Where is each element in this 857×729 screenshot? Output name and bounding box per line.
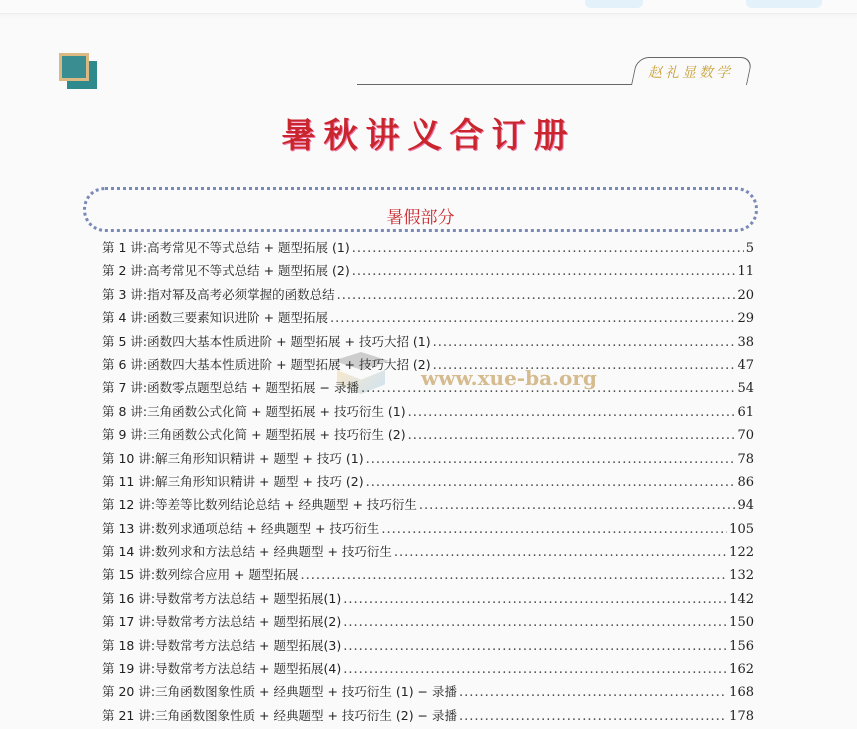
- toc-entry-title: 第 10 讲:解三角形知识精讲 + 题型 + 技巧 (1): [102, 450, 364, 466]
- toc-entry-title: 第 11 讲:解三角形知识精讲 + 题型 + 技巧 (2): [102, 473, 364, 489]
- watermark-text: www.xue-ba.org: [421, 366, 597, 390]
- toc-entry-title: 第 17 讲:导数常考方法总结 + 题型拓展(2): [102, 614, 342, 630]
- toc-entry[interactable]: [102, 449, 754, 472]
- toc-entry-title: 第 15 讲:数列综合应用 + 题型拓展: [102, 567, 299, 583]
- section-label: 暑假部分: [386, 208, 455, 228]
- page-title: 暑秋讲义合订册: [281, 116, 576, 156]
- toc-leader-dots: [408, 428, 736, 443]
- toolbar-button[interactable]: [746, 0, 822, 8]
- toc-leader-dots: [343, 639, 727, 654]
- logo-icon: [59, 53, 97, 89]
- toc-entry-title: 第 1 讲:高考常见不等式总结 + 题型拓展 (1): [102, 240, 350, 255]
- toc-entry-title: 第 18 讲:导数常考方法总结 + 题型拓展(3): [102, 637, 342, 653]
- toc-entry-title: 第 20 讲:三角函数图象性质 + 经典题型 + 技巧衍生 (1) − 录播: [102, 684, 458, 700]
- toc-leader-dots: [419, 498, 736, 513]
- toc-entry-page: 156: [729, 638, 754, 654]
- toc-entry-page: 47: [737, 357, 754, 373]
- toc-entry[interactable]: [102, 706, 754, 729]
- toc-entry-title: 第 13 讲:数列求通项总结 + 经典题型 + 技巧衍生: [102, 520, 380, 536]
- toc-entry-page: 122: [729, 545, 754, 561]
- toc-leader-dots: [381, 522, 727, 537]
- toc-leader-dots: [337, 288, 736, 303]
- toc-entry[interactable]: [102, 495, 754, 518]
- toc-entry-title: 第 19 讲:导数常考方法总结 + 题型拓展(4): [102, 661, 342, 677]
- toc-entry-page: 78: [737, 451, 754, 467]
- toc-leader-dots: [366, 475, 736, 490]
- toc-leader-dots: [352, 264, 736, 279]
- toc-entry-page: 150: [729, 615, 754, 631]
- toc-entry-title: 第 14 讲:数列求和方法总结 + 经典题型 + 技巧衍生: [102, 544, 392, 560]
- toc-entry[interactable]: [102, 285, 754, 308]
- toc-entry[interactable]: [102, 636, 754, 659]
- toc-entry[interactable]: [102, 261, 754, 284]
- toc-entry-page: 162: [729, 662, 754, 678]
- toc-entry[interactable]: [102, 332, 754, 355]
- toc-entry-page: 38: [737, 334, 754, 350]
- toc-entry-page: 142: [729, 591, 754, 607]
- toc-entry-page: 29: [737, 311, 754, 327]
- toc-leader-dots: [301, 568, 728, 583]
- toolbar-button[interactable]: [585, 0, 643, 8]
- toc-entry-page: 61: [737, 404, 754, 420]
- toc-leader-dots: [394, 545, 727, 560]
- toc-entry-page: 94: [737, 498, 754, 514]
- toc-entry-title: 第 8 讲:三角函数公式化简 + 题型拓展 + 技巧衍生 (1): [102, 403, 406, 419]
- toc-entry-page: 5: [745, 241, 754, 256]
- toc-leader-dots: [433, 358, 736, 373]
- toc-entry-title: 第 21 讲:三角函数图象性质 + 经典题型 + 技巧衍生 (2) − 录播: [102, 707, 458, 723]
- section-header: [83, 187, 758, 232]
- toc-entry-page: 105: [729, 521, 754, 537]
- toc-entry[interactable]: [102, 355, 754, 378]
- toc-entry[interactable]: [102, 378, 754, 401]
- toc-entry[interactable]: [102, 659, 754, 682]
- toc-entry-title: 第 3 讲:指对幂及高考必须掌握的函数总结: [102, 286, 335, 302]
- toc-leader-dots: [408, 405, 736, 420]
- toc-entry[interactable]: [102, 682, 754, 705]
- toc-leader-dots: [343, 662, 727, 677]
- toc-leader-dots: [366, 452, 736, 467]
- toc-entry-page: 86: [737, 474, 754, 490]
- toc-entry-title: 第 12 讲:等差等比数列结论总结 + 经典题型 + 技巧衍生: [102, 497, 417, 513]
- top-toolbar: [0, 0, 857, 14]
- toc-entry[interactable]: [102, 425, 754, 448]
- toc-entry[interactable]: [102, 308, 754, 331]
- toc-entry-title: 第 7 讲:函数零点题型总结 + 题型拓展 − 录播: [102, 380, 359, 396]
- toc-leader-dots: [459, 709, 727, 724]
- toc-entry-title: 第 6 讲:函数四大基本性质进阶 + 题型拓展 + 技巧大招 (2): [102, 356, 431, 372]
- toc-entry-page: 70: [737, 428, 754, 444]
- toc-entry-title: 第 5 讲:函数四大基本性质进阶 + 题型拓展 + 技巧大招 (1): [102, 333, 431, 349]
- toc-entry[interactable]: [102, 402, 754, 425]
- toc-entry-page: 20: [737, 287, 754, 303]
- toc-entry-page: 54: [737, 381, 754, 397]
- toc-entry[interactable]: [102, 612, 754, 635]
- toc-entry[interactable]: [102, 238, 754, 261]
- toc-leader-dots: [343, 615, 727, 630]
- toc-leader-dots: [343, 592, 727, 607]
- toc-leader-dots: [361, 381, 736, 396]
- toc-entry[interactable]: [102, 542, 754, 565]
- toc-entry-page: 132: [729, 568, 754, 584]
- toc-leader-dots: [459, 685, 727, 700]
- toc-leader-dots: [433, 335, 736, 350]
- toc-entry-title: 第 4 讲:函数三要素知识进阶 + 题型拓展: [102, 310, 329, 326]
- toc-entry-page: 11: [737, 264, 754, 280]
- toc-leader-dots: [352, 241, 744, 256]
- toc-entry-title: 第 9 讲:三角函数公式化简 + 题型拓展 + 技巧衍生 (2): [102, 427, 406, 443]
- brand-name: 赵礼显数学: [648, 65, 733, 81]
- toc-entry[interactable]: [102, 565, 754, 588]
- toc-entry[interactable]: [102, 519, 754, 542]
- toc-entry-title: 第 2 讲:高考常见不等式总结 + 题型拓展 (2): [102, 263, 350, 279]
- table-of-contents: [102, 238, 754, 729]
- toc-leader-dots: [330, 311, 735, 326]
- toc-entry-page: 168: [729, 685, 754, 701]
- toc-entry-page: 178: [729, 708, 754, 724]
- toc-entry-title: 第 16 讲:导数常考方法总结 + 题型拓展(1): [102, 590, 342, 606]
- toc-entry[interactable]: [102, 472, 754, 495]
- toc-entry[interactable]: [102, 589, 754, 612]
